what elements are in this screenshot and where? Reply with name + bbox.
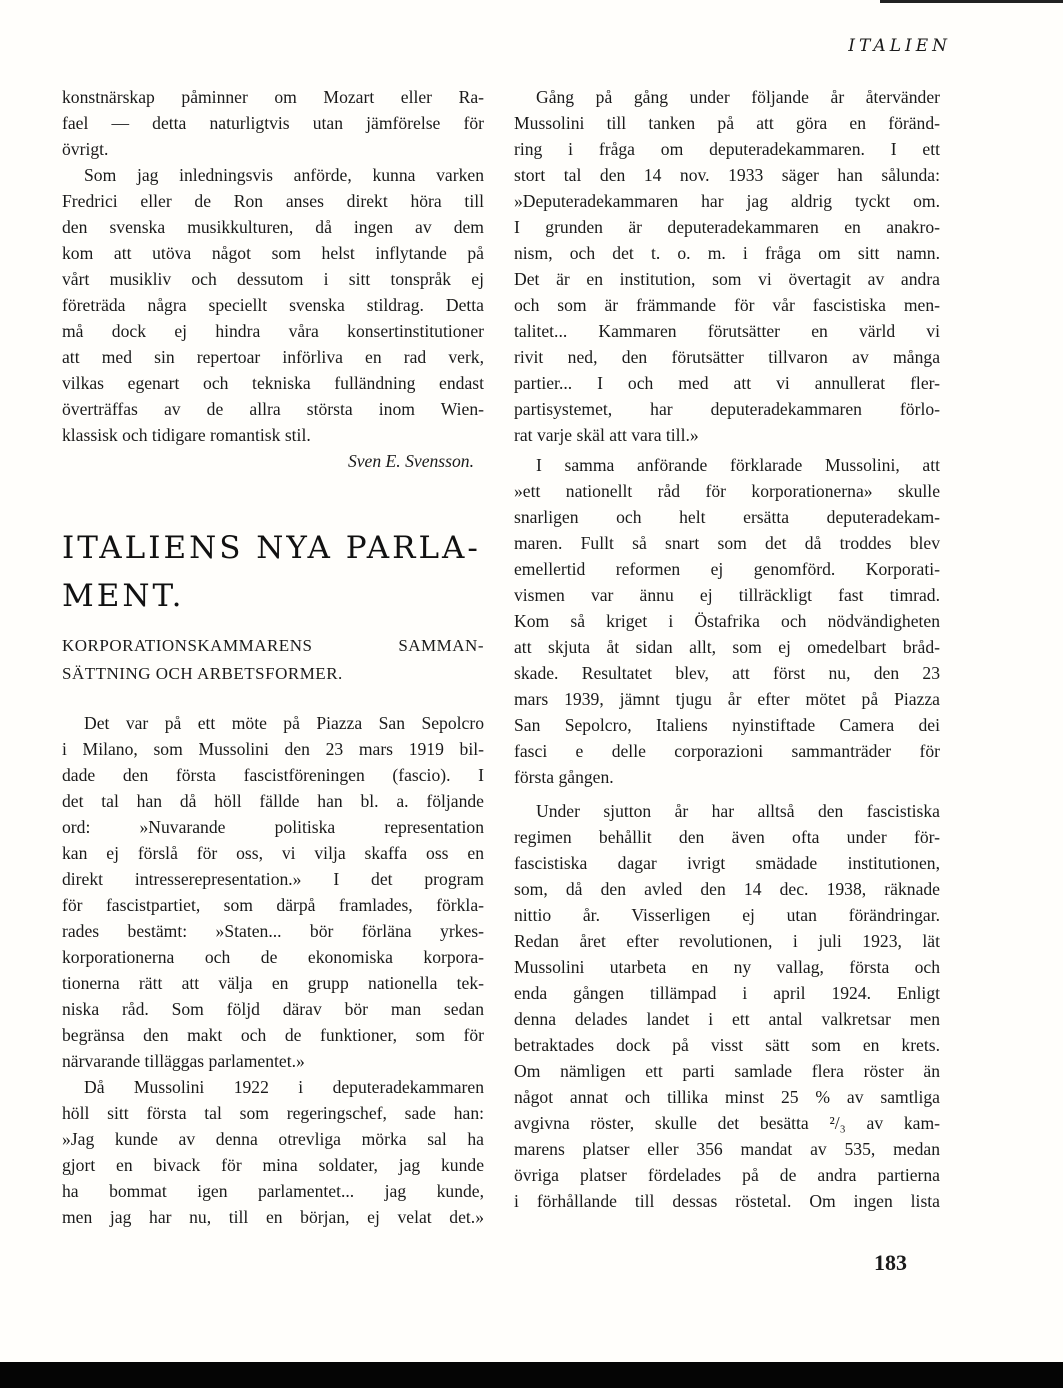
text-line: att med sin repertoar införliva en rad verk, (62, 347, 484, 367)
text-line: maren. Fullt så snart som det då troddes blev (514, 533, 940, 553)
text-line: I samma anförande förklarade Mussolini, att (536, 455, 940, 475)
text-line: stort tal den 14 nov. 1933 säger han sålunda: (514, 165, 940, 185)
text-line: Kom så kriget i Östafrika och nödvändigheten (514, 611, 940, 631)
text-line: må dock ej hindra våra konsertinstitutioner (62, 321, 484, 341)
text-line: mars 1939, jämnt tjugu år efter mötet på Piazza (514, 689, 940, 709)
text-line: »ett nationellt råd för korporationerna» skulle (514, 481, 940, 501)
text-line: Om nämligen ett parti samlade flera röster än (514, 1061, 940, 1081)
running-head: ITALIEN (848, 36, 951, 56)
text-line: partisystemet, har deputeradekammaren förlo- (514, 399, 940, 419)
text-line: kan ej förslå för oss, vi vilja skaffa oss en (62, 843, 484, 863)
text-line: betraktades dock på visst sätt som en krets. (514, 1035, 940, 1055)
text-line: och som är främmande för vår fascistiska men- (514, 295, 940, 315)
text-line: direkt intresserepresentation.» I det program (62, 869, 484, 889)
text-line: Då Mussolini 1922 i deputeradekammaren (84, 1077, 484, 1097)
text-line: I grunden är deputeradekammaren en anakro- (514, 217, 940, 237)
text-line: fascistiska dagar ivrigt smädade institutionen, (514, 853, 940, 873)
text-line: emellertid reformen ej genomförd. Korporati- (514, 559, 940, 579)
article-subheading (62, 632, 484, 688)
text-line: företräda några speciellt svenska stildrag. Detta (62, 295, 484, 315)
text-line: överträffas av de allra största inom Wien- (62, 399, 484, 419)
text-line: det tal han då höll fällde han bl. a. följande (62, 791, 484, 811)
text-line: niska råd. Som följd därav bör man sedan (62, 999, 484, 1019)
text-line: Som jag inledningsvis anförde, kunna varken (84, 165, 484, 185)
text-line: rades bestämt: »Staten... bör förläna yrkes- (62, 921, 484, 941)
text-line: i Milano, som Mussolini den 23 mars 1919 bil- (62, 739, 484, 759)
continued-paragraph (62, 84, 484, 162)
text-line: tionerna rätt att välja en grupp nationella tek- (62, 973, 484, 993)
text-line: Under sjutton år har alltså den fascistiska (536, 801, 940, 821)
text-line: närvarande tilläggas parlamentet.» (62, 1051, 305, 1071)
text-line: något annat och tillika minst 25 % av samtliga (514, 1087, 940, 1107)
text-line: ha bommat igen parlamentet... jag kunde, (62, 1181, 484, 1201)
text-line: rivit ned, den förutsätter tillvaron av många (514, 347, 940, 367)
text-line: höll sitt första tal som regeringschef, sade han: (62, 1103, 484, 1123)
text-line: som, då den avled den 14 dec. 1938, räknade (514, 879, 940, 899)
text-line: den svenska musikkulturen, då ingen av dem (62, 217, 484, 237)
left-column (62, 84, 484, 1230)
text-line: första gången. (514, 767, 614, 787)
author-signature: Sven E. Svensson. (347, 451, 474, 471)
text-line: i förhållande till dessas röstetal. Om ingen lista (514, 1191, 940, 1211)
page-number: 183 (874, 1250, 907, 1275)
text-line: konstnärskap påminner om Mozart eller Ra- (62, 87, 484, 107)
text-line: vårt musikliv och dessutom i sitt tonspråk ej (62, 269, 484, 289)
text-line: gjort en bivack för mina soldater, jag kunde (62, 1155, 484, 1175)
text-line: Mussolini till tanken på att göra en föränd- (514, 113, 940, 133)
text-line: »Deputeradekammaren har jag aldrig tyckt om. (514, 191, 940, 211)
paragraph (62, 1074, 484, 1230)
paragraph (62, 710, 484, 1074)
text-line: klassisk och tidigare romantisk stil. (62, 425, 311, 445)
text-line: talitet... Kammaren förutsätter en värld vi (514, 321, 940, 341)
text-line: vilkas egenart och tekniska fulländning endast (62, 373, 484, 393)
scan-edge-bottom (0, 1362, 1063, 1388)
text-line: snarligen och helt ersätta deputeradekam- (514, 507, 940, 527)
paragraph (62, 162, 484, 448)
article-headline (62, 524, 484, 620)
text-line: San Sepolcro, Italiens nyinstiftade Camera dei (514, 715, 940, 735)
text-line: »Jag kunde av denna otrevliga mörka sal ha (62, 1129, 484, 1149)
text-line: Redan året efter revolutionen, i juli 1923, lät (514, 931, 940, 951)
subheading-line: SÄTTNING OCH ARBETSFORMER. (62, 664, 343, 683)
text-line: nittio år. Visserligen ej utan förändringar. (514, 905, 940, 925)
right-column (514, 84, 940, 1214)
text-line: partier... I och med att vi annullerat fler- (514, 373, 940, 393)
text-line: avgivna röster, skulle det besätta ²/₃ av kam- (514, 1113, 940, 1133)
paragraph (514, 798, 940, 1214)
text-line: ring i fråga om deputeradekammaren. I ett (514, 139, 940, 159)
text-line: ord: »Nuvarande politiska representation (62, 817, 484, 837)
subheading-line: KORPORATIONSKAMMARENS SAMMAN- (62, 636, 484, 655)
text-line: nism, och det t. o. m. i fråga om sitt namn. (514, 243, 940, 263)
text-line: men jag har nu, till en början, ej velat det.» (62, 1207, 484, 1227)
text-line: denna delades landet i ett antal valkretsar men (514, 1009, 940, 1029)
text-line: dade den första fascistföreningen (fascio). I (62, 765, 484, 785)
text-line: övriga platser fördelades på de andra partierna (514, 1165, 940, 1185)
text-line: övrigt. (62, 139, 109, 159)
text-line: korporationerna och de ekonomiska korpora- (62, 947, 484, 967)
text-line: kom att utöva något som helst inflytande på (62, 243, 484, 263)
text-line: Gång på gång under följande år återvänder (536, 87, 940, 107)
headline-line: ITALIENS NYA PARLA- (62, 530, 481, 566)
text-line: Det var på ett möte på Piazza San Sepolcro (84, 713, 484, 733)
headline-line: MENT. (62, 578, 185, 614)
text-line: Fredrici eller de Ron anses direkt höra till (62, 191, 484, 211)
text-line: för fascistpartiet, som därpå framlades, förkla- (62, 895, 484, 915)
text-line: att skjuta åt sidan allt, som ej omedelbart bråd- (514, 637, 940, 657)
text-line: regimen behållit den även ofta under för- (514, 827, 940, 847)
paragraph (514, 452, 940, 790)
text-line: vismen var ännu ej tillräckligt fast timrad. (514, 585, 940, 605)
text-line: begränsa den makt och de funktioner, som för (62, 1025, 484, 1045)
text-line: fasci e delle corporazioni sammanträder för (514, 741, 940, 761)
text-line: Det är en institution, som vi övertagit av andra (514, 269, 940, 289)
paragraph (514, 84, 940, 448)
scan-edge-top (880, 0, 1063, 3)
text-line: skade. Resultatet blev, att först nu, den 23 (514, 663, 940, 683)
text-line: enda gången tillämpad i april 1924. Enligt (514, 983, 940, 1003)
text-line: Mussolini utarbeta en ny vallag, första och (514, 957, 940, 977)
text-line: marens platser eller 356 mandat av 535, medan (514, 1139, 940, 1159)
text-line: fael — detta naturligtvis utan jämförelse för (62, 113, 484, 133)
text-line: rat varje skäl att vara till.» (514, 425, 699, 445)
